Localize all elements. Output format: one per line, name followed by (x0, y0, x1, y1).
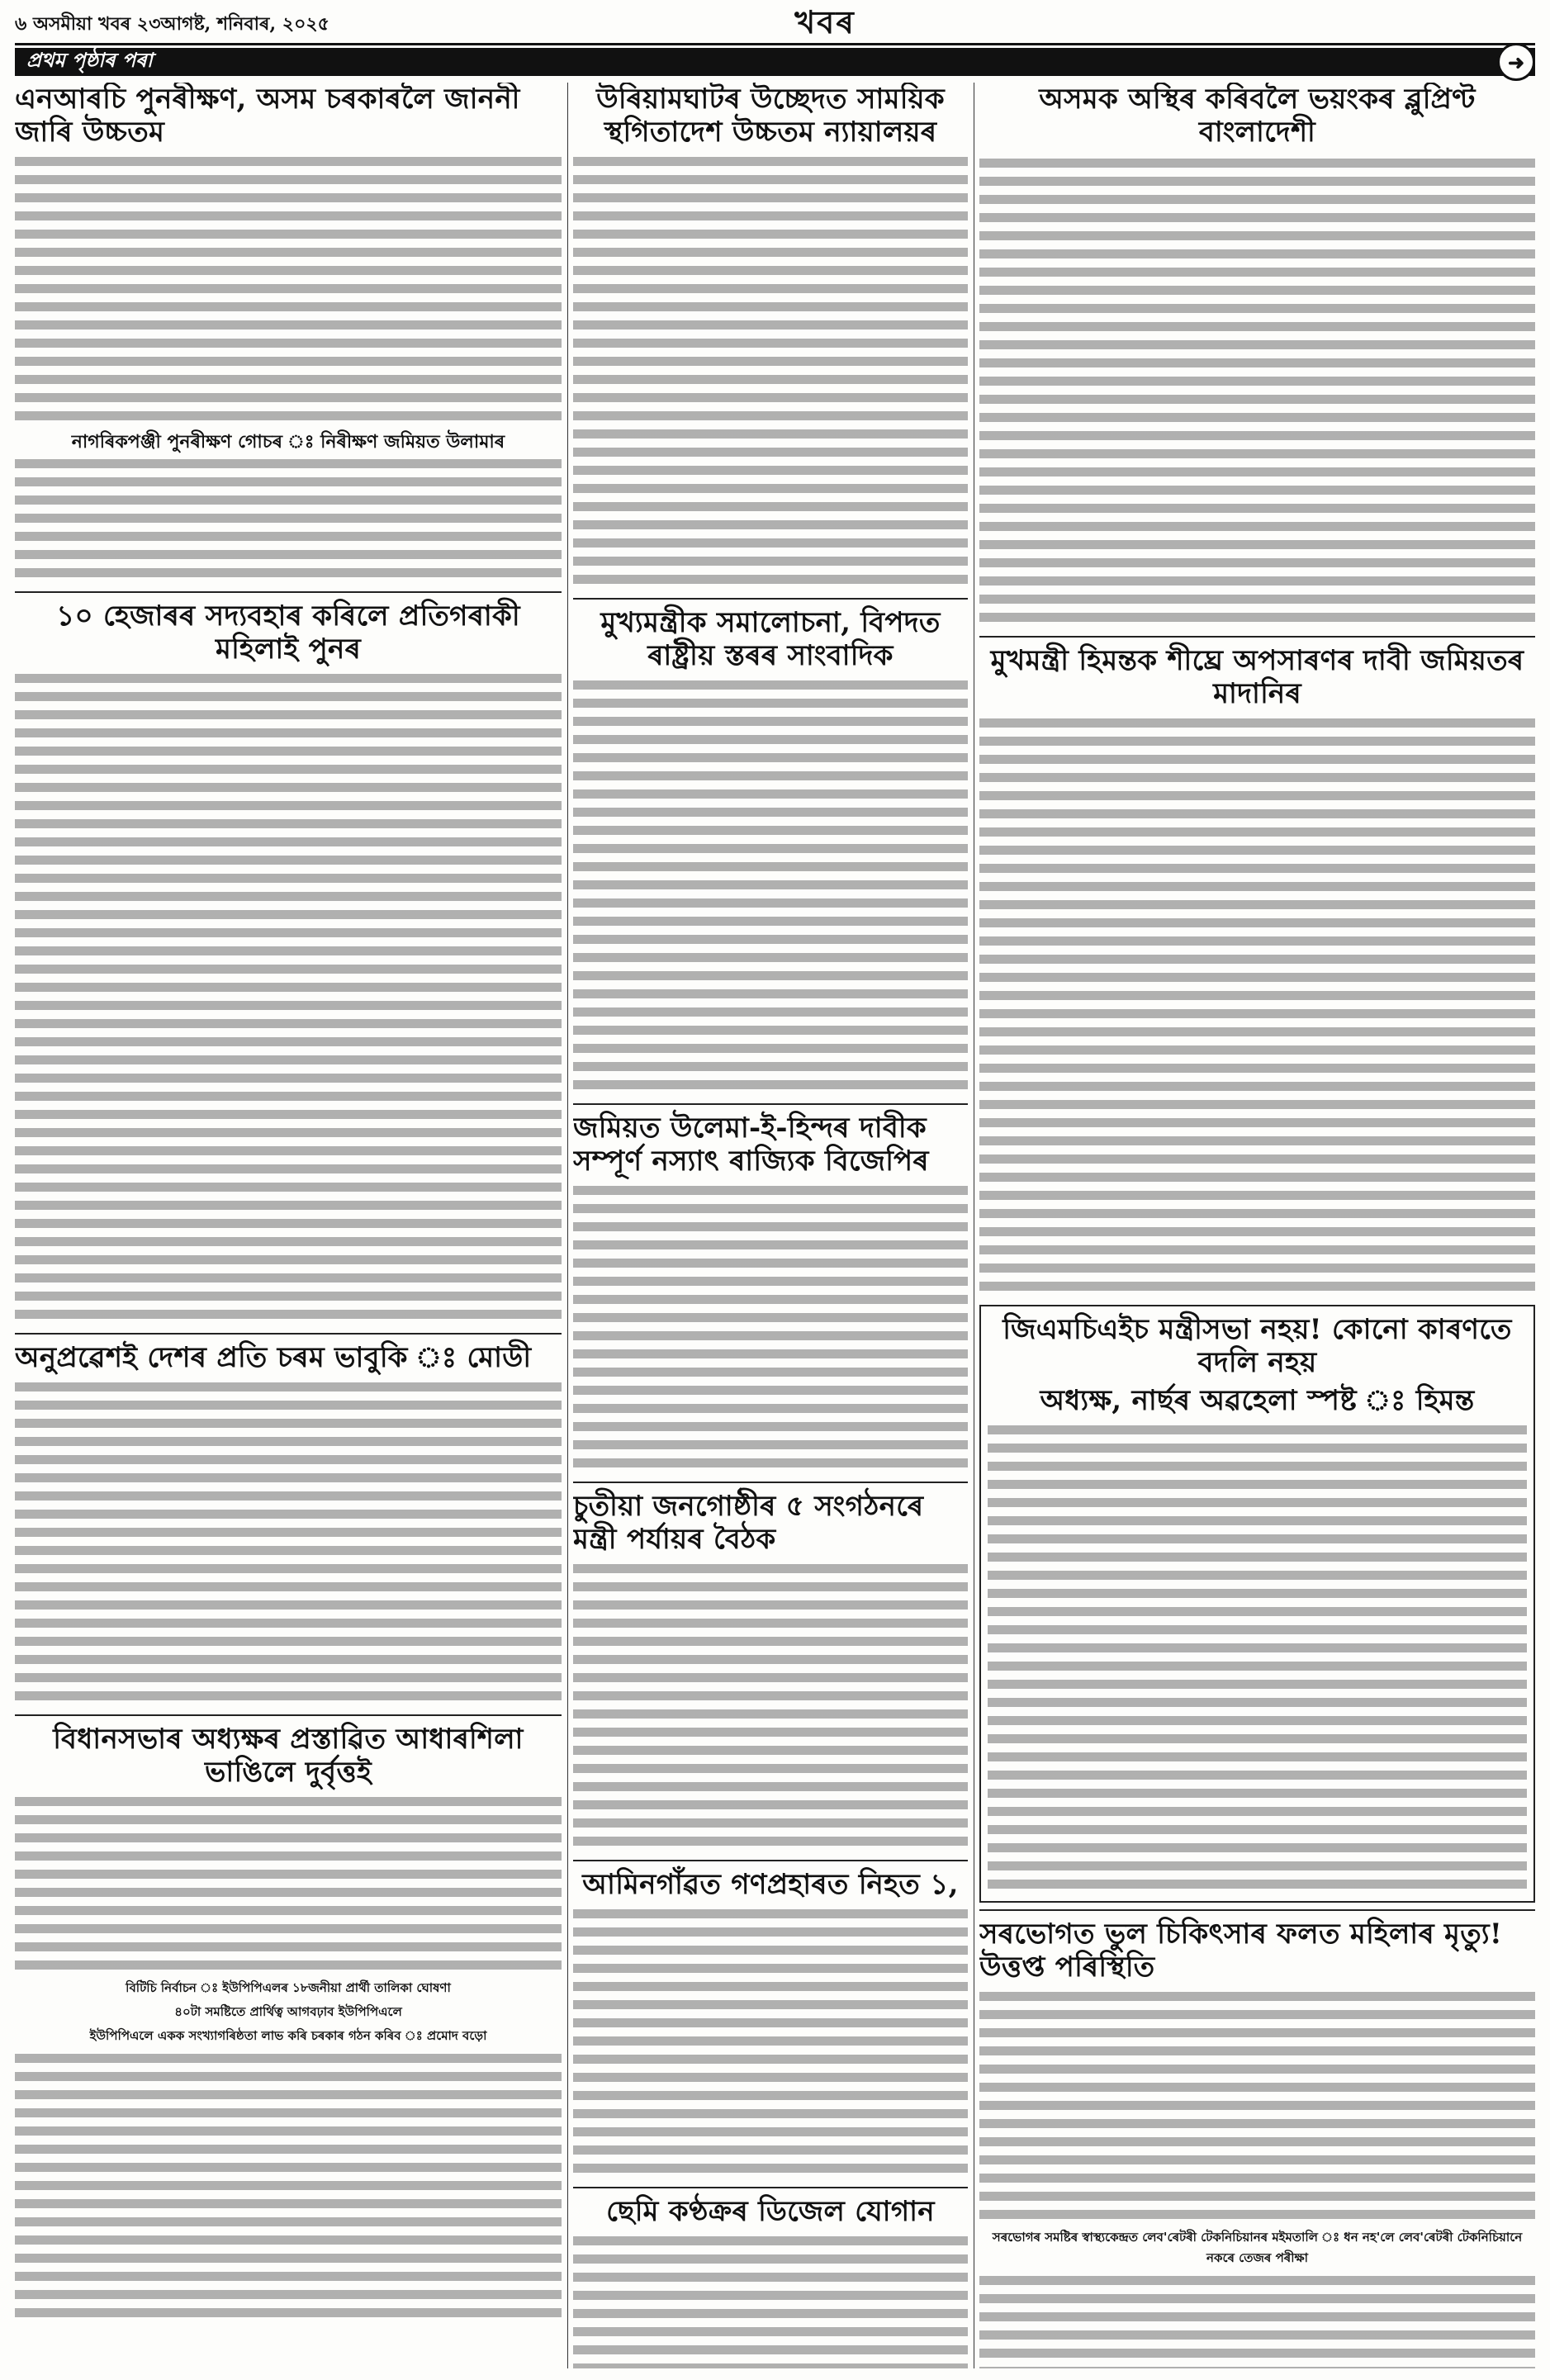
article-jamiat-bjp (573, 1103, 968, 1473)
column-left (15, 83, 562, 2368)
article-treatment (979, 1909, 1535, 2368)
headline: মুখমন্ত্ৰী হিমন্তক শীঘ্ৰে অপসাৰণৰ দাবী জমিয়তৰ মাদানিৰ (990, 644, 1524, 710)
article-uriamghat (573, 83, 968, 590)
article-women-scheme (15, 591, 562, 1325)
headline: ছেমি কণ্ঠক্ৰৰ ডিজেল যোগান (606, 2195, 935, 2228)
section-label: প্ৰথম পৃষ্ঠাৰ পৰা (26, 48, 153, 72)
headline: অনুপ্ৰৱেশই দেশৰ প্ৰতি চৰম ভাবুকি ঃ মোডী (15, 1341, 532, 1374)
headline: বিধানসভাৰ অধ্যক্ষৰ প্ৰস্তাৱিত আধাৰশিলা ভাঙিলে দুৰ্বৃত্তই (53, 1723, 524, 1789)
note: সৰভোগৰ সমষ্টিৰ স্বাস্থ্যকেন্দ্ৰত লেব'ৰেটৰী টেকনিচিয়ানৰ মইমতালি ঃ ধন নহ'লে লেব'ৰেটৰী টেকনিচিয়ানে নকৰে তেজৰ পৰীক্ষা (992, 2230, 1523, 2265)
headline: আমিনগাঁৱত গণপ্ৰহাৰত নিহত ১, (582, 1868, 959, 1901)
article-aminagaon (573, 1860, 968, 2179)
article-gmch (979, 1305, 1535, 1903)
article-diesel (573, 2187, 968, 2368)
article-cm-criticism (573, 598, 968, 1095)
note: বিটিচি নিৰ্বাচন ঃ ইউপিপিএলৰ ১৮জনীয়া প্ৰাৰ্থী তালিকা ঘোষণা (126, 1980, 451, 1995)
headline: এনআৰচি পুনৰীক্ষণ, অসম চৰকাৰলৈ জাননী জাৰি উচ্চতম (15, 83, 520, 149)
article-modi (15, 1333, 562, 1706)
headline: সৰভোগত ভুল চিকিৎসাৰ ফলত মহিলাৰ মৃত্যু! উত্তপ্ত পৰিস্থিতি (979, 1918, 1503, 1984)
headline: চুতীয়া জনগোষ্ঠীৰ ৫ সংগঠনৰে মন্ত্ৰী পৰ্যায়ৰ বৈঠক (573, 1490, 924, 1556)
page-info: ৬ অসমীয়া খবৰ ২৩আগষ্ট, শনিবাৰ, ২০২৫ (15, 12, 329, 35)
note: ইউপিপিএলে একক সংখ্যাগৰিষ্ঠতা লাভ কৰি চৰকাৰ গঠন কৰিব ঃ প্ৰমোদ বড়ো (89, 2028, 487, 2043)
article-speaker (15, 1714, 562, 2323)
column-middle (573, 83, 968, 2368)
headline: অসমক অস্থিৰ কৰিবলৈ ভয়ংকৰ ব্লুপ্ৰিণ্ট বাংলাদেশী (1039, 83, 1476, 149)
article-nrc (15, 83, 562, 583)
headline: জমিয়ত উলেমা-ই-হিন্দৰ দাবীক সম্পূৰ্ণ নস্যাৎ ৰাজ্যিক বিজেপিৰ (573, 1112, 929, 1178)
article-chutia (573, 1482, 968, 1851)
headline: জিএমচিএইচ মন্ত্ৰীসভা নহয়! কোনো কাৰণতে বদলি নহয় (1003, 1313, 1512, 1379)
section-band (15, 48, 1535, 76)
column-right (979, 83, 1535, 2368)
headline: ১০ হেজাৰৰ সদ্যবহাৰ কৰিলে প্ৰতিগৰাকী মহিলাই পুনৰ (56, 600, 520, 666)
note: ৪০টা সমষ্টিতে প্ৰাৰ্থিত্ব আগবঢ়াব ইউপিপিএলে (174, 2004, 402, 2019)
subheading: নাগৰিকপঞ্জী পুনৰীক্ষণ গোচৰ ঃ নিৰীক্ষণ জমিয়ত উলামাৰ (71, 431, 505, 453)
headline-sub: অধ্যক্ষ, নাৰ্ছৰ অৱহেলা স্পষ্ট ঃ হিমন্ত (1040, 1384, 1475, 1417)
headline: উৰিয়ামঘাটৰ উচ্ছেদত সাময়িক স্থগিতাদেশ উচ্চতম ন্যায়ালয়ৰ (596, 83, 945, 149)
article-madani (979, 636, 1535, 1297)
article-bangladesh (979, 83, 1535, 628)
page-turn-icon: ➜ (1497, 43, 1535, 81)
page-title: খবৰ (794, 3, 856, 40)
masthead (15, 3, 1535, 45)
headline: মুখ্যমন্ত্ৰীক সমালোচনা, বিপদত ৰাষ্ট্ৰীয় স্তৰৰ সাংবাদিক (600, 606, 941, 672)
